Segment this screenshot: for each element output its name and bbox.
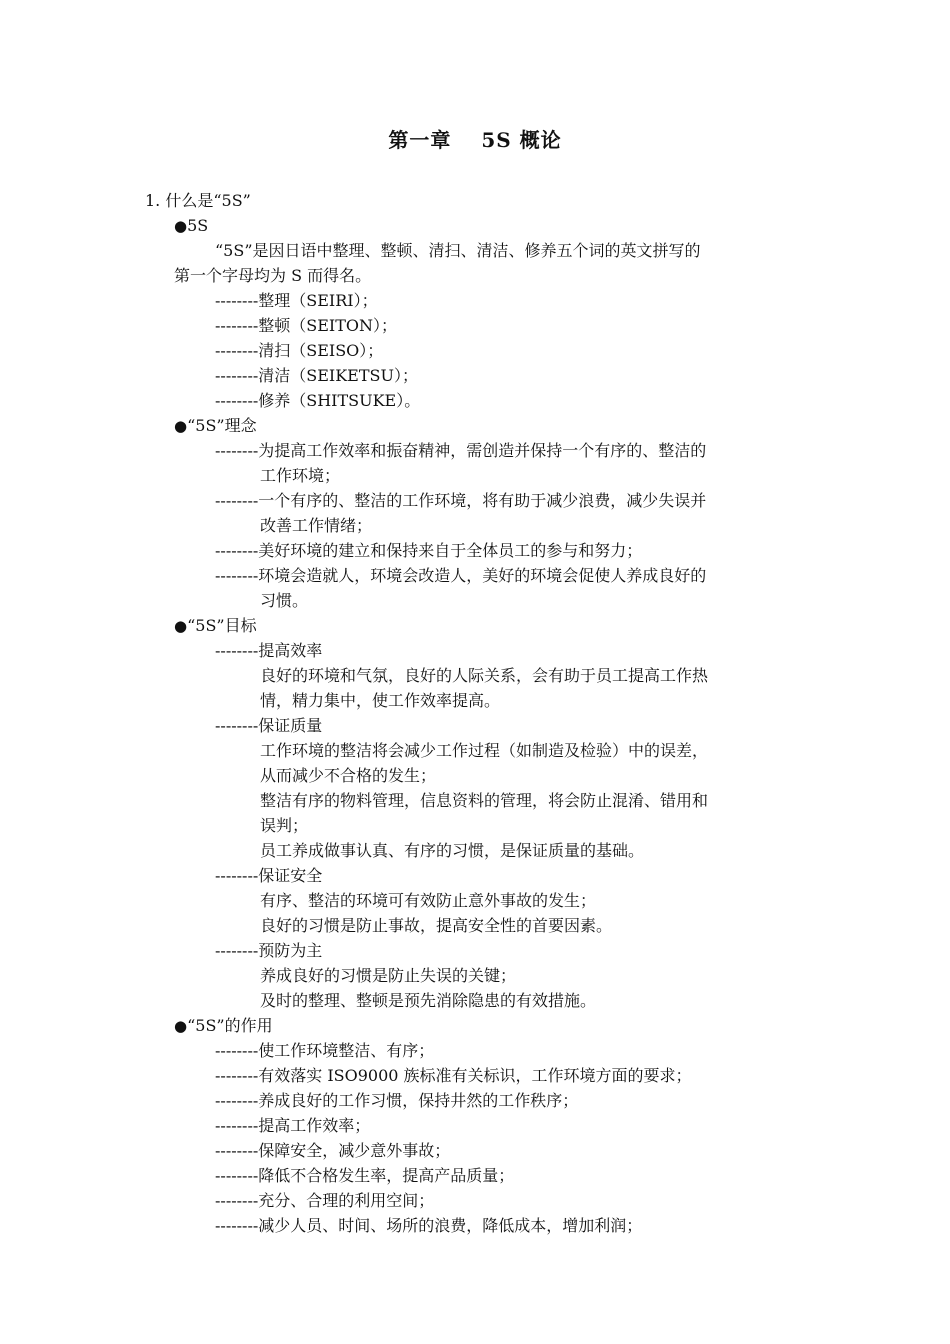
list-item-continuation: 改善工作情绪； (260, 516, 373, 535)
list-item-continuation: 习惯。 (260, 591, 309, 610)
list-item: --------清扫（SEISO）； (215, 341, 384, 360)
subheading: --------预防为主 (215, 941, 323, 960)
bullet-heading-5s: ● 5S (174, 213, 208, 238)
list-item: --------美好环境的建立和保持来自于全体员工的参与和努力； (215, 541, 643, 560)
body-text: 良好的习惯是防止事故，提高安全性的首要因素。 (260, 916, 613, 935)
list-item: --------修养（SHITSUKE）。 (215, 391, 421, 410)
chapter-number: 第一章 (388, 128, 452, 152)
body-text: 情，精力集中，使工作效率提高。 (260, 691, 501, 710)
list-item: --------充分、合理的利用空间； (215, 1191, 435, 1210)
list-item: --------降低不合格发生率，提高产品质量； (215, 1166, 515, 1185)
list-item: --------保障安全，减少意外事故； (215, 1141, 451, 1160)
body-text: 及时的整理、整顿是预先消除隐患的有效措施。 (260, 991, 597, 1010)
chapter-name: 5S 概论 (481, 128, 562, 152)
body-text: 良好的环境和气氛，良好的人际关系，会有助于员工提高工作热 (260, 666, 709, 685)
list-item: --------整顿（SEITON）； (215, 316, 398, 335)
list-item: --------一个有序的、整洁的工作环境，将有助于减少浪费，减少失误并 (215, 491, 707, 510)
body-text: 员工养成做事认真、有序的习惯，是保证质量的基础。 (260, 841, 645, 860)
bullet-heading-goal: ● “5S”目标 (174, 613, 257, 638)
list-item: --------减少人员、时间、场所的浪费，降低成本，增加利润； (215, 1216, 643, 1235)
section-heading: 1. 什么是“5S” (145, 191, 251, 210)
subheading: --------保证安全 (215, 866, 323, 885)
list-item-continuation: 工作环境； (260, 466, 341, 485)
body-text: 误判； (260, 816, 309, 835)
body-text: 从而减少不合格的发生； (260, 766, 437, 785)
list-item: --------整理（SEIRI）； (215, 291, 378, 310)
list-item: --------环境会造就人，环境会改造人，美好的环境会促使人养成良好的 (215, 566, 707, 585)
intro-paragraph-line: 第一个字母均为 S 而得名。 (174, 266, 372, 285)
subheading: --------提高效率 (215, 641, 323, 660)
chapter-title (0, 124, 950, 153)
body-text: 养成良好的习惯是防止失误的关键； (260, 966, 517, 985)
bullet-heading-concept: ● “5S”理念 (174, 413, 257, 438)
list-item: --------提高工作效率； (215, 1116, 371, 1135)
list-item: --------有效落实 ISO9000 族标准有关标识，工作环境方面的要求； (215, 1066, 692, 1085)
list-item: --------使工作环境整洁、有序； (215, 1041, 435, 1060)
subheading: --------保证质量 (215, 716, 323, 735)
list-item: --------清洁（SEIKETSU）； (215, 366, 418, 385)
bullet-heading-role: ● “5S”的作用 (174, 1013, 273, 1038)
body-text: 工作环境的整洁将会减少工作过程（如制造及检验）中的误差， (260, 741, 709, 760)
intro-paragraph-line: “5S”是因日语中整理、整顿、清扫、清洁、修养五个词的英文拼写的 (215, 241, 701, 260)
list-item: --------为提高工作效率和振奋精神，需创造并保持一个有序的、整洁的 (215, 441, 707, 460)
body-text: 整洁有序的物料管理，信息资料的管理，将会防止混淆、错用和 (260, 791, 709, 810)
list-item: --------养成良好的工作习惯，保持井然的工作秩序； (215, 1091, 579, 1110)
body-text: 有序、整洁的环境可有效防止意外事故的发生； (260, 891, 597, 910)
